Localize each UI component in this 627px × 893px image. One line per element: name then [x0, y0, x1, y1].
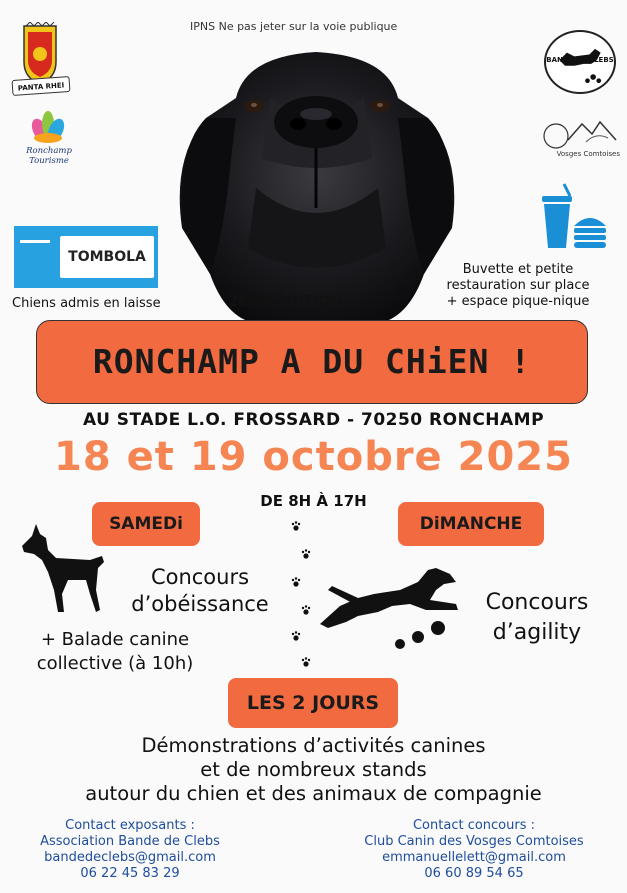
- distribution-notice: IPNS Ne pas jeter sur la voie publique: [190, 20, 398, 33]
- agility-dots-icon: [392, 620, 448, 650]
- tourism-leaf-logo: [24, 108, 72, 148]
- tourism-name: Ronchamp Tourisme: [26, 146, 72, 166]
- contact-org: Club Canin des Vosges Comtoises: [364, 834, 584, 849]
- demonstrations-line: autour du chien et des animaux de compagnie: [85, 782, 542, 805]
- food-note-line: + espace pique-nique: [446, 294, 590, 309]
- obedience-line: Concours: [150, 565, 250, 589]
- contact-heading: Contact concours :: [412, 818, 536, 833]
- food-note-line: Buvette et petite: [462, 262, 574, 277]
- demonstrations-text: [0, 734, 627, 806]
- group-walk-line: collective (à 10h): [36, 653, 194, 674]
- demonstrations-line: Démonstrations d’activités canines: [141, 734, 486, 757]
- leash-note: Chiens admis en laisse: [12, 296, 161, 311]
- agility-contest: [462, 588, 612, 648]
- contact-email[interactable]: bandedeclebs@gmail.com: [44, 850, 216, 865]
- event-dates: 18 et 19 octobre 2025: [54, 434, 573, 480]
- food-note: [418, 262, 618, 310]
- venue: AU STADE L.O. FROSSARD - 70250 RONCHAMP: [82, 410, 545, 430]
- opening-hours: DE 8H À 17H: [260, 492, 367, 510]
- food-note-line: restauration sur place: [446, 278, 590, 293]
- group-walk-line: + Balade canine: [40, 629, 190, 650]
- tombola-label: TOMBOLA: [68, 249, 146, 265]
- obedience-contest: [118, 564, 282, 618]
- food-drink-icon: [540, 182, 610, 252]
- running-dog-silhouette-icon: [318, 560, 462, 628]
- agility-line: Concours: [485, 590, 589, 615]
- sunday-badge: DiMANCHE: [398, 502, 544, 546]
- contact-org: Association Bande de Clebs: [40, 834, 220, 849]
- contact-heading: Contact exposants :: [65, 818, 195, 833]
- club-canin-name: Vosges Comtoises: [556, 150, 620, 158]
- agility-line: d’agility: [492, 620, 582, 645]
- contest-contact: [326, 818, 622, 882]
- bande-de-clebs-name: BANDE DE CLEBS: [546, 56, 614, 64]
- ticket-stripe: [20, 240, 50, 243]
- exhibitor-contact: [14, 818, 246, 882]
- obedience-line: d’obéissance: [131, 592, 269, 616]
- crest-motto: PANTA RHEI: [12, 76, 71, 96]
- edition-label: 2ÈME ÉDITION: [228, 292, 343, 310]
- contact-phone[interactable]: 06 22 45 83 29: [80, 866, 180, 881]
- saturday-badge: SAMEDi: [92, 502, 200, 546]
- event-title: RONCHAMP A DU CHiEN !: [92, 342, 532, 381]
- demonstrations-line: et de nombreux stands: [200, 758, 427, 781]
- doberman-silhouette-icon: [12, 520, 112, 616]
- group-walk: [20, 628, 210, 676]
- contact-email[interactable]: emmanuellelett@gmail.com: [382, 850, 566, 865]
- contact-phone[interactable]: 06 60 89 54 65: [424, 866, 524, 881]
- both-days-badge: LES 2 JOURS: [228, 678, 398, 728]
- paw-prints-icon: [288, 518, 318, 674]
